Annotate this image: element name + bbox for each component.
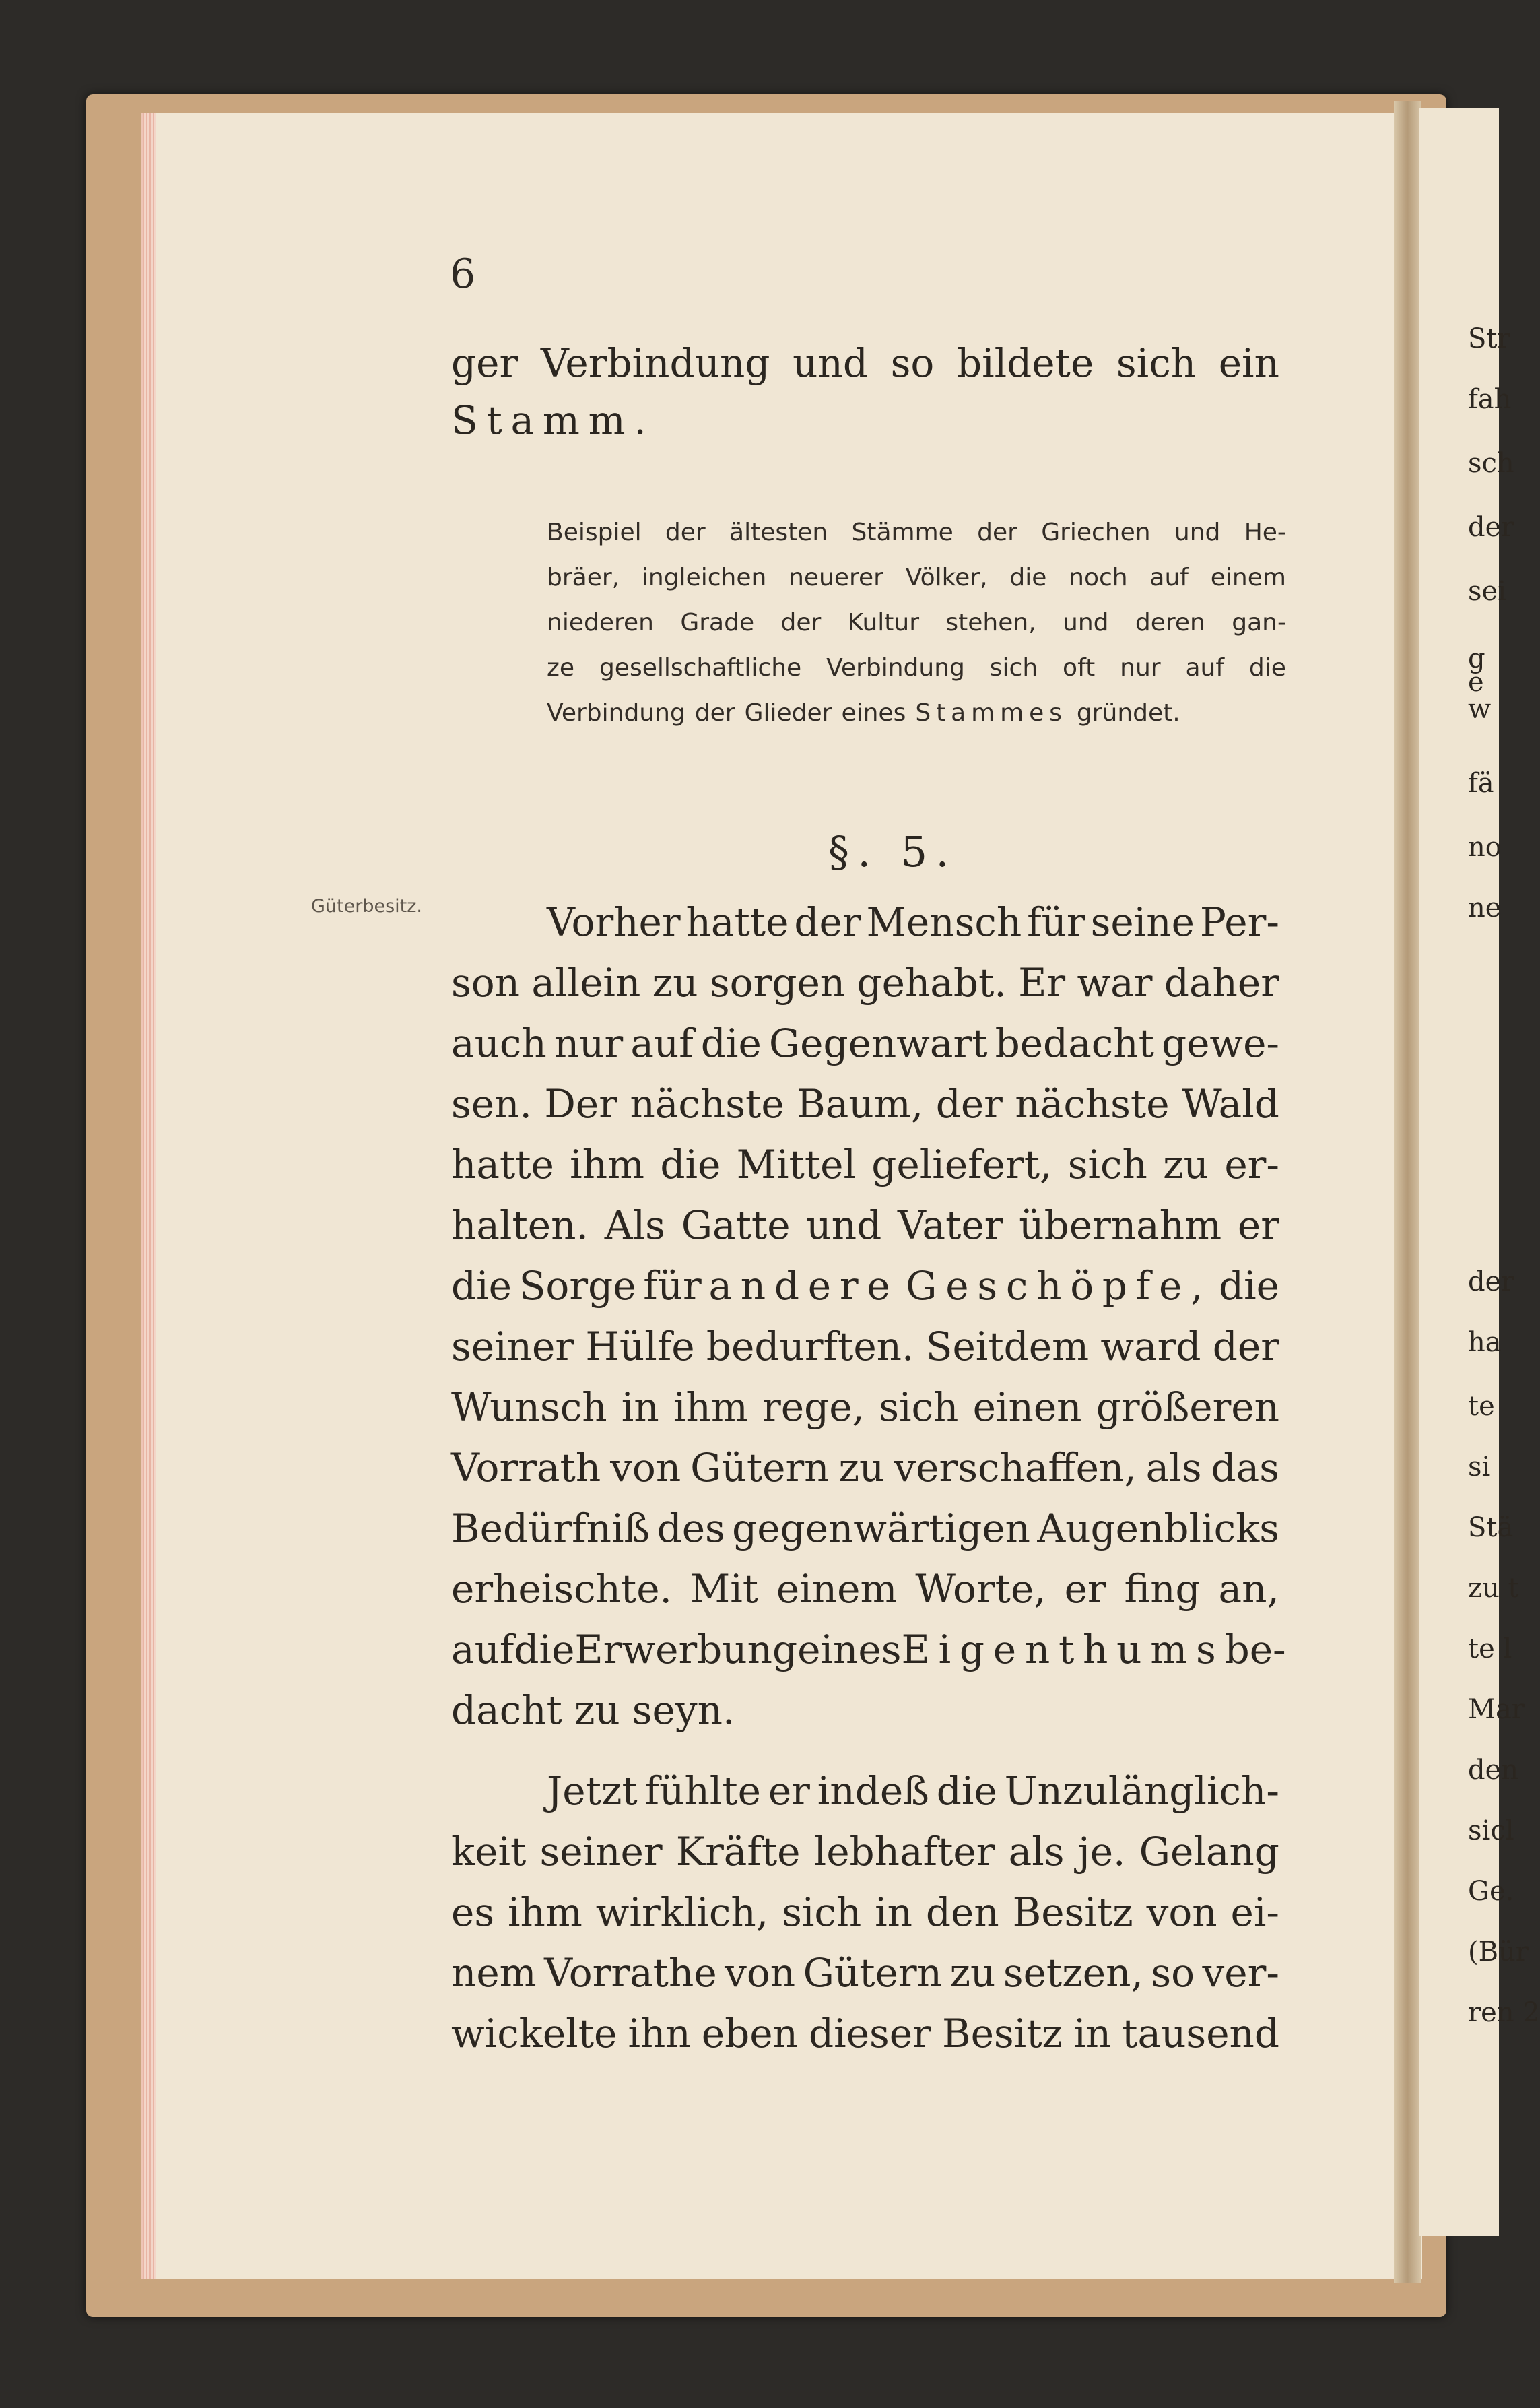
text-line: Vorrath von Gütern zu verschaffen, als das [451, 1445, 1279, 1491]
footnote-line: niederen Grade der Kultur stehen, und deren gan- [547, 609, 1286, 637]
right-page-fragment: fah [1468, 384, 1512, 415]
text-line: wickelte ihn eben dieser Besitz in tausend [451, 2011, 1279, 2056]
page-number: 6 [450, 251, 476, 298]
text-line: Bedürfniß des gegenwärtigen Augenblicks [451, 1505, 1279, 1551]
right-page-fragment: e [1468, 667, 1484, 698]
text-line: es ihm wirklich, sich in den Besitz von ei- [451, 1889, 1279, 1935]
right-page-fragment: sicl [1468, 1815, 1514, 1846]
text-line: erheischte. Mit einem Worte, er fing an, [451, 1566, 1279, 1612]
right-page [1419, 108, 1502, 2236]
right-page-fragment: fä [1468, 768, 1494, 799]
text-line: sen. Der nächste Baum, der nächste Wald [451, 1081, 1279, 1127]
text-line: ger Verbindung und so bildete sich ein [451, 340, 1279, 386]
right-page-fragment: Mar [1468, 1694, 1525, 1725]
right-page-fragment: ren 2 [1468, 1997, 1540, 2028]
text-line: hatte ihm die Mittel geliefert, sich zu er- [451, 1142, 1279, 1187]
text-line: seiner Hülfe bedurften. Seitdem ward der [451, 1324, 1279, 1369]
margin-note: Güterbesitz. [311, 896, 422, 917]
right-page-fragment: Stä [1468, 1512, 1514, 1543]
right-page-fragment: w [1468, 694, 1492, 725]
right-page-fragment: ne [1468, 892, 1502, 923]
text-line: Stamm. [451, 397, 655, 443]
right-page-fragment: ha [1468, 1327, 1502, 1358]
right-page-fragment: der [1468, 1266, 1514, 1297]
right-page-fragment: Str [1468, 323, 1510, 354]
right-page-fragment: sch [1468, 448, 1514, 479]
text-line: nem Vorrathe von Gütern zu setzen, so ver- [451, 1950, 1279, 1996]
right-page-fragment: g [1468, 643, 1485, 674]
footnote-line: Beispiel der ältesten Stämme der Griechen und He- [547, 519, 1286, 546]
right-page-fragment: zu t [1468, 1573, 1519, 1604]
text-line: son allein zu sorgen gehabt. Er war daher [451, 960, 1279, 1006]
section-heading: §. 5. [828, 827, 958, 876]
text-line: auch nur auf die Gegenwart bedacht gewe- [451, 1020, 1279, 1066]
footnote-line: ze gesellschaftliche Verbindung sich oft nur auf die [547, 654, 1286, 682]
book-gutter [1394, 101, 1421, 2283]
text-line: keit seiner Kräfte lebhafter als je. Gelang [451, 1829, 1279, 1875]
right-page-fragment: den [1468, 1755, 1519, 1786]
right-page-fragment: te l [1468, 1633, 1512, 1664]
text-line: Jetzt fühlte er indeß die Unzulänglich- [547, 1768, 1279, 1814]
right-page-fragment: sei [1468, 576, 1506, 607]
right-page-fragment: (Bür [1468, 1937, 1529, 1967]
right-page-fragment: si [1468, 1452, 1491, 1483]
page-edges [143, 113, 156, 2279]
text-line: Wunsch in ihm rege, sich einen größeren [451, 1384, 1279, 1430]
footnote-line: Verbindung der Glieder eines Stammes gründet. [547, 699, 1180, 727]
text-line: auf die Erwerbung eines Eigenthums be- [451, 1627, 1286, 1672]
right-page-fragment: no [1468, 832, 1502, 863]
text-line: halten. Als Gatte und Vater übernahm er [451, 1202, 1279, 1248]
text-line: dacht zu seyn. [451, 1687, 735, 1733]
text-line: die Sorge für andere Geschöpfe, die [451, 1263, 1279, 1309]
right-page-fragment: der [1468, 512, 1514, 543]
right-page-fragment: Ge. [1468, 1876, 1514, 1907]
text-line: Vorher hatte der Mensch für seine Per- [547, 899, 1279, 945]
footnote-line: bräer, ingleichen neuerer Völker, die noch auf einem [547, 564, 1286, 591]
right-page-fragment: te [1468, 1391, 1495, 1422]
